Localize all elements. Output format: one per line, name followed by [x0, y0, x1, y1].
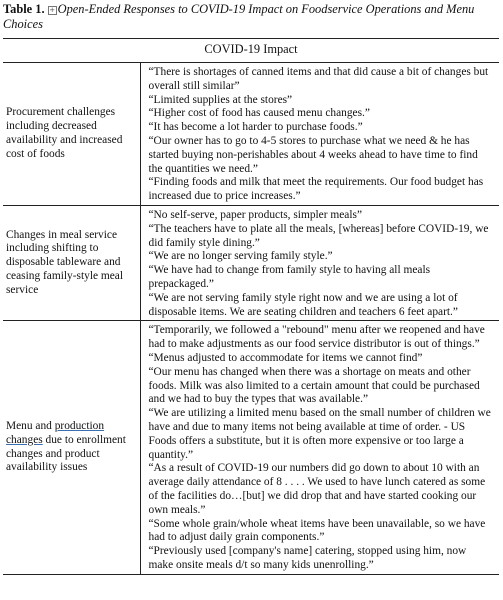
table-row: [3, 205, 499, 320]
move-handle-icon[interactable]: +: [49, 6, 56, 14]
quote: “Temporarily, we followed a "rebound" menu after we reopened and have had to make adjustments as our food service distributor is out of things.”: [148, 324, 485, 351]
table-row: [3, 321, 499, 574]
quote: “Some whole grain/whole wheat items have been unavailable, so we have had to adjust daily grain components.”: [148, 517, 486, 544]
quote: “We have had to change from family style to having all meals prepackaged.”: [148, 264, 431, 290]
quote: “It has become a lot harder to purchase foods.”: [148, 121, 363, 134]
category-text: Menu and: [6, 419, 55, 432]
quote: “Menus adjusted to accommodate for items we cannot find”: [148, 351, 423, 364]
quote: “Our menu has changed when there was a shortage on meats and other foods. Milk was also limited to a certain amount that could be purchased and we had to buy the types that was available.”: [148, 365, 480, 406]
quote: “Higher cost of food has caused menu changes.”: [148, 107, 370, 120]
category-cell: Changes in meal service including shifting to disposable tableware and ceasing family-style meal service: [3, 205, 140, 320]
quotes-cell: [140, 205, 499, 320]
category-cell: Procurement challenges including decreased availability and increased cost of foods: [3, 63, 140, 206]
table-caption: [3, 2, 499, 32]
table-label: Table 1.: [3, 2, 45, 16]
quote: “Our owner has to go to 4-5 stores to purchase what we need & he has started buying non-perishables about 4 weeks ahead to have time to find the quantities we need.”: [148, 134, 478, 175]
category-underlined-text: production changes: [6, 419, 105, 446]
quotes-cell: [140, 321, 499, 574]
quote: “No self-serve, paper products, simpler meals”: [148, 208, 362, 221]
quote: “The teachers have to plate all the meals, [whereas] before COVID-19, we did family style dining.”: [148, 222, 489, 249]
table-header-row: [3, 39, 499, 63]
quote: “There is shortages of canned items and that did cause a bit of changes but overall still similar”: [148, 66, 489, 92]
quote: “Limited supplies at the stores”: [148, 93, 293, 106]
quote: “We are utilizing a limited menu based on the small number of children we have and due to many items not being available at time of order. - US Foods offers a substitute, but it is often more expensive or too large a quantity.”: [148, 407, 491, 461]
quotes-cell: [140, 63, 499, 206]
quote: “We are no longer serving family style.”: [148, 250, 333, 263]
quote: “Finding foods and milk that meet the requirements. Our food budget has increased due to price increases.”: [148, 176, 484, 203]
table-row: [3, 63, 499, 206]
quote: “As a result of COVID-19 our numbers did go down to about 10 with an average daily attendance of 8 . . . . We used to have lunch catered as some of the facilities do…[but] we did drop that and have started cooking our own meals.”: [148, 462, 486, 516]
impact-table: [3, 38, 499, 575]
table-header: COVID-19 Impact: [3, 39, 499, 63]
table-title: [3, 2, 474, 31]
table-title-text: Open-Ended Responses to COVID-19 Impact on Foodservice Operations and Menu Choices: [3, 2, 475, 31]
category-text: due to enrollment changes and product availability issues: [6, 433, 126, 474]
category-cell: [3, 321, 140, 574]
quote: “We are not serving family style right now and we are using a lot of disposable items. We are seating children and teachers 6 feet apart.”: [148, 291, 458, 318]
quote: “Previously used [company's name] catering, stopped using him, now make onsite meals d/t so many kids unenrolling.”: [148, 545, 467, 571]
